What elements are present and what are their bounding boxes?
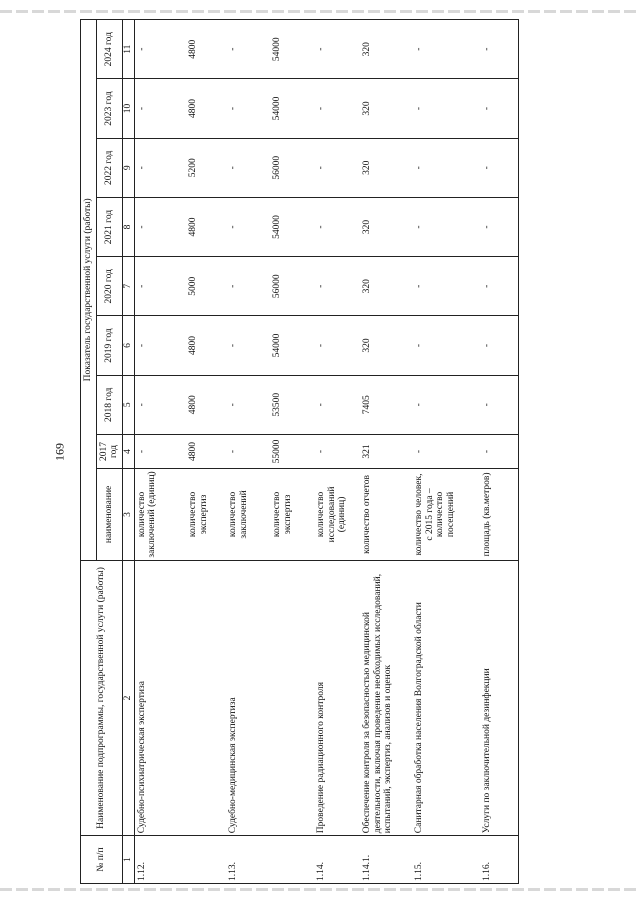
indicator-value: 4800 <box>186 375 226 434</box>
column-number: 6 <box>122 316 134 375</box>
column-number: 10 <box>122 79 134 138</box>
service-name: Проведение радиационного контроля <box>314 560 360 836</box>
indicator-value: 5200 <box>186 138 226 197</box>
indicator-name: количество отчетов <box>360 469 412 560</box>
rotated-page-content <box>80 19 550 884</box>
indicator-value: - <box>412 138 480 197</box>
indicator-value: - <box>412 79 480 138</box>
header-program: Наименование подпрограммы, государственной услуги (работы) <box>81 560 123 836</box>
indicator-value: 56000 <box>270 138 314 197</box>
indicator-value: - <box>134 197 186 256</box>
table-row <box>134 20 186 884</box>
column-number: 3 <box>122 469 134 560</box>
indicator-value: - <box>480 375 518 434</box>
header-no: № п/п <box>81 836 123 884</box>
indicator-value: 54000 <box>270 316 314 375</box>
column-number: 11 <box>122 20 134 79</box>
table-body <box>122 20 518 884</box>
indicator-value: 53500 <box>270 375 314 434</box>
indicator-value: 320 <box>360 316 412 375</box>
indicator-value: - <box>412 197 480 256</box>
table-row <box>412 20 480 884</box>
service-name: Обеспечение контроля за безопасностью медицинской деятельности, включая проведение необходимых исследований, испытаний, экспертиз, анализов и оценок <box>360 560 412 836</box>
column-number-row <box>122 20 134 884</box>
indicator-value: - <box>314 375 360 434</box>
service-name: Судебно-медицинская экспертиза <box>226 560 314 836</box>
indicator-value: 4800 <box>186 79 226 138</box>
indicator-value: 320 <box>360 20 412 79</box>
indicator-name: площадь (кв.метров) <box>480 469 518 560</box>
indicator-value: - <box>134 257 186 316</box>
indicator-value: - <box>226 257 270 316</box>
indicator-value: 54000 <box>270 197 314 256</box>
indicator-value: - <box>314 257 360 316</box>
row-number: 1.13. <box>226 836 314 884</box>
indicator-value: - <box>134 79 186 138</box>
indicator-value: 4800 <box>186 20 226 79</box>
indicator-name: количество заключений <box>226 469 270 560</box>
indicator-value: - <box>226 197 270 256</box>
indicator-value: 55000 <box>270 434 314 468</box>
table-row <box>480 20 518 884</box>
service-name: Судебно-психиатрическая экспертиза <box>134 560 226 836</box>
indicator-value: - <box>480 316 518 375</box>
column-number: 5 <box>122 375 134 434</box>
indicator-value: - <box>314 138 360 197</box>
row-number: 1.14.1. <box>360 836 412 884</box>
row-number: 1.14. <box>314 836 360 884</box>
indicator-value: - <box>412 20 480 79</box>
indicator-value: - <box>480 79 518 138</box>
indicator-value: 4800 <box>186 434 226 468</box>
indicator-value: - <box>226 20 270 79</box>
page-number: 169 <box>52 443 67 461</box>
header-year: 2022 год <box>96 138 122 197</box>
service-name: Услуги по заключительной дезинфекции <box>480 560 518 836</box>
header-year: 2023 год <box>96 79 122 138</box>
header-year: 2019 год <box>96 316 122 375</box>
indicator-value: 5000 <box>186 257 226 316</box>
indicator-value: 321 <box>360 434 412 468</box>
indicator-value: 54000 <box>270 79 314 138</box>
column-number: 2 <box>122 560 134 836</box>
indicator-value: - <box>134 20 186 79</box>
row-number: 1.12. <box>134 836 226 884</box>
scan-edge-bottom <box>0 888 640 891</box>
indicator-value: - <box>412 316 480 375</box>
indicator-value: 7405 <box>360 375 412 434</box>
indicator-value: - <box>480 138 518 197</box>
indicator-value: - <box>134 375 186 434</box>
table-row <box>226 20 270 884</box>
indicator-name: количество человек, с 2015 года – количество посещений <box>412 469 480 560</box>
table-header <box>81 20 123 884</box>
indicator-value: - <box>226 434 270 468</box>
indicator-value: 4800 <box>186 316 226 375</box>
indicator-value: - <box>226 316 270 375</box>
indicator-value: - <box>412 375 480 434</box>
indicator-value: 56000 <box>270 257 314 316</box>
indicator-value: - <box>480 197 518 256</box>
indicator-name: количество исследований (единиц) <box>314 469 360 560</box>
indicator-value: - <box>314 197 360 256</box>
header-year: 2018 год <box>96 375 122 434</box>
scan-edge-top <box>0 10 640 13</box>
indicator-value: - <box>314 316 360 375</box>
header-indicator-group: Показатель государственной услуги (работы) <box>81 20 97 561</box>
row-number: 1.15. <box>412 836 480 884</box>
column-number: 1 <box>122 836 134 884</box>
indicator-value: - <box>480 20 518 79</box>
indicator-value: - <box>226 79 270 138</box>
column-number: 8 <box>122 197 134 256</box>
indicator-value: - <box>134 138 186 197</box>
indicator-value: - <box>134 434 186 468</box>
indicator-value: - <box>314 79 360 138</box>
indicator-name: количество экспертиз <box>270 469 314 560</box>
indicator-value: 320 <box>360 138 412 197</box>
indicator-value: 320 <box>360 257 412 316</box>
table-row <box>360 20 412 884</box>
row-number: 1.16. <box>480 836 518 884</box>
indicator-value: - <box>480 434 518 468</box>
indicator-value: - <box>480 257 518 316</box>
indicator-value: 320 <box>360 197 412 256</box>
column-number: 7 <box>122 257 134 316</box>
indicator-value: 320 <box>360 79 412 138</box>
header-year: 2021 год <box>96 197 122 256</box>
indicator-value: - <box>134 316 186 375</box>
indicator-value: - <box>412 257 480 316</box>
column-number: 9 <box>122 138 134 197</box>
indicator-value: - <box>314 20 360 79</box>
indicator-value: - <box>314 434 360 468</box>
header-year: 2017 год <box>96 434 122 468</box>
indicator-value: 4800 <box>186 197 226 256</box>
header-year: 2024 год <box>96 20 122 79</box>
indicator-name: количество экспертиз <box>186 469 226 560</box>
header-indicator-name: наименование <box>96 469 122 560</box>
column-number: 4 <box>122 434 134 468</box>
indicator-value: - <box>226 138 270 197</box>
indicator-value: - <box>412 434 480 468</box>
indicator-name: количество заключений (единиц) <box>134 469 186 560</box>
indicators-table <box>80 19 519 884</box>
header-year: 2020 год <box>96 257 122 316</box>
indicator-value: 54000 <box>270 20 314 79</box>
indicator-value: - <box>226 375 270 434</box>
table-row <box>314 20 360 884</box>
service-name: Санитарная обработка населения Волгоградской области <box>412 560 480 836</box>
